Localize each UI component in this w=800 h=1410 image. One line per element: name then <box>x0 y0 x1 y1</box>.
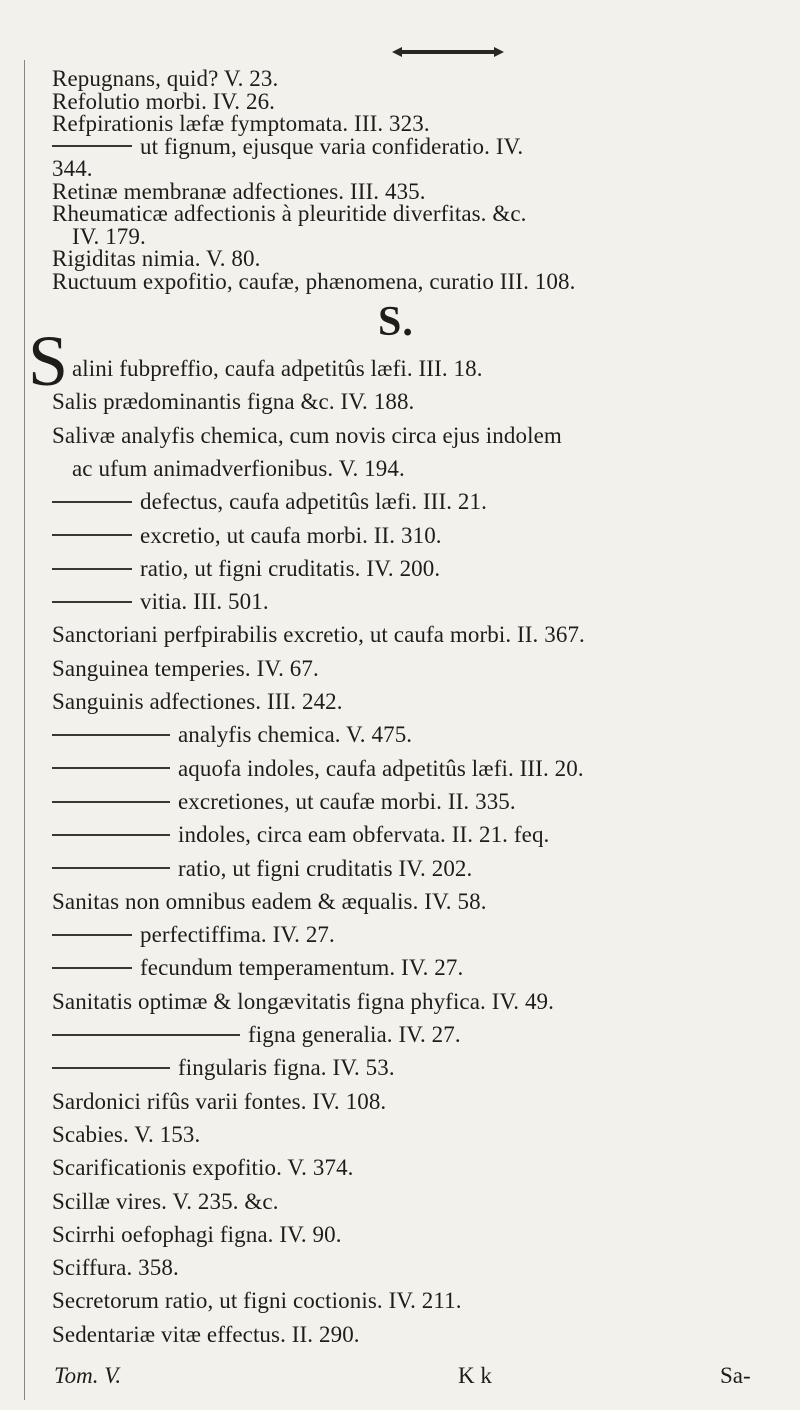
index-entry <box>52 756 584 782</box>
entry-text: Refpirationis læfæ fymptomata. III. 323. <box>52 111 430 136</box>
index-entry <box>52 1022 461 1048</box>
entry-text: excretio, ut caufa morbi. II. 310. <box>140 522 442 548</box>
entry-text: ratio, ut figni cruditatis IV. 202. <box>178 855 473 881</box>
index-entry <box>52 722 412 748</box>
entry-text: figna generalia. IV. 27. <box>248 1022 461 1047</box>
repeat-dash <box>52 934 132 936</box>
index-entry <box>52 556 440 582</box>
section-letter-heading: S. <box>378 299 414 345</box>
index-entry <box>52 656 319 682</box>
entry-text: Sedentariæ vitæ effectus. II. 290. <box>52 1321 360 1347</box>
repeat-dash <box>52 1067 170 1069</box>
entry-text: 344. <box>52 156 93 181</box>
entry-text: Secretorum ratio, ut figni coctionis. IV. 211. <box>52 1288 462 1314</box>
repeat-dash <box>52 145 132 147</box>
index-entry <box>52 1122 200 1148</box>
entry-text: Sanitatis optimæ & longævitatis figna phyfica. IV. 49. <box>52 988 554 1014</box>
entry-text: Refolutio morbi. IV. 26. <box>52 88 276 114</box>
repeat-dash <box>52 801 170 803</box>
index-entry <box>52 489 487 515</box>
entry-text: Sanitas non omnibus eadem & æqualis. IV. 58. <box>52 888 487 914</box>
entry-text: ut fignum, ejusque varia confideratio. IV. <box>140 133 524 159</box>
index-entry <box>52 1288 462 1314</box>
entry-text: IV. 179. <box>72 223 146 249</box>
signature-mark: K k <box>458 1363 492 1388</box>
entry-text: Salivæ analyfis chemica, cum novis circa ejus indolem <box>52 422 562 448</box>
entry-text: analyfis chemica. V. 475. <box>178 722 413 748</box>
repeat-dash <box>52 568 132 570</box>
entry-text: ratio, ut figni cruditatis. IV. 200. <box>140 555 441 581</box>
entry-text: alini fubpreffio, caufa adpetitûs læfi. III. 18. <box>72 356 483 381</box>
index-entry <box>52 1255 179 1281</box>
page-margin-edge <box>24 60 25 1400</box>
entry-text: Sardonici rifûs varii fontes. IV. 108. <box>52 1088 387 1114</box>
entry-text: Ructuum expofitio, caufæ, phænomena, curatio III. 108. <box>52 268 576 294</box>
drop-cap: S <box>28 321 69 401</box>
index-entry <box>52 689 343 715</box>
index-entry <box>52 922 335 948</box>
entry-text: Retinæ membranæ adfectiones. III. 435. <box>52 178 426 204</box>
index-entry <box>52 856 472 882</box>
repeat-dash <box>52 501 132 503</box>
index-entry <box>52 1155 354 1181</box>
repeat-dash <box>52 1034 240 1036</box>
index-entry <box>52 622 585 648</box>
index-entry <box>52 1222 342 1248</box>
entry-text: aquofa indoles, caufa adpetitûs læfi. III. 20. <box>178 755 584 781</box>
index-entry <box>52 523 442 549</box>
index-entry <box>52 822 549 848</box>
repeat-dash <box>52 767 170 769</box>
entry-text: fecundum temperamentum. IV. 27. <box>140 955 464 981</box>
entry-text: Rheumaticæ adfectionis à pleuritide diverfitas. &c. <box>52 201 527 226</box>
entry-text: vitia. III. 501. <box>140 589 269 615</box>
repeat-dash <box>52 967 132 969</box>
index-entry <box>52 389 414 415</box>
index-entry <box>72 456 405 482</box>
index-entry <box>52 269 575 295</box>
entry-text: perfectiffima. IV. 27. <box>140 922 335 948</box>
entry-text: Sanguinis adfectiones. III. 242. <box>52 689 343 714</box>
index-entry <box>52 1055 395 1081</box>
index-entry <box>52 889 487 915</box>
index-entry <box>52 423 562 449</box>
entry-text: defectus, caufa adpetitûs læfi. III. 21. <box>140 489 487 515</box>
entry-text: Scarificationis expofitio. V. 374. <box>52 1155 354 1181</box>
entry-text: Sanguinea temperies. IV. 67. <box>52 655 319 681</box>
entry-text: Scabies. V. 153. <box>52 1121 201 1147</box>
index-entry <box>52 955 463 981</box>
entry-text: Repugnans, quid? V. 23. <box>52 66 279 91</box>
entry-text: fingularis figna. IV. 53. <box>178 1055 395 1081</box>
repeat-dash <box>52 534 132 536</box>
index-entry <box>52 1089 386 1115</box>
repeat-dash <box>52 601 132 603</box>
index-entry <box>52 589 269 615</box>
index-entry <box>52 989 554 1015</box>
ornamental-rule <box>392 46 504 58</box>
entry-text: Salis prædominantis figna &c. IV. 188. <box>52 389 415 415</box>
repeat-dash <box>52 867 170 869</box>
repeat-dash <box>52 834 170 836</box>
index-entry <box>52 1189 279 1215</box>
entry-text: Sciffura. 358. <box>52 1255 179 1281</box>
repeat-dash <box>52 734 170 736</box>
index-entry <box>72 356 483 382</box>
entry-text: Scillæ vires. V. 235. &c. <box>52 1188 279 1214</box>
index-entry <box>52 789 516 815</box>
catchword: Sa- <box>720 1363 751 1388</box>
index-entry <box>52 134 523 160</box>
entry-text: indoles, circa eam obfervata. II. 21. feq. <box>178 822 550 848</box>
volume-number: Tom. V. <box>54 1363 122 1388</box>
entry-text: Scirrhi oefophagi figna. IV. 90. <box>52 1221 342 1247</box>
entry-text: Rigiditas nimia. V. 80. <box>52 246 261 271</box>
entry-text: Sanctoriani perfpirabilis excretio, ut caufa morbi. II. 367. <box>52 622 585 648</box>
entry-text: ac ufum animadverfionibus. V. 194. <box>72 455 405 481</box>
index-entry <box>52 1322 360 1348</box>
entry-text: excretiones, ut caufæ morbi. II. 335. <box>178 788 516 814</box>
